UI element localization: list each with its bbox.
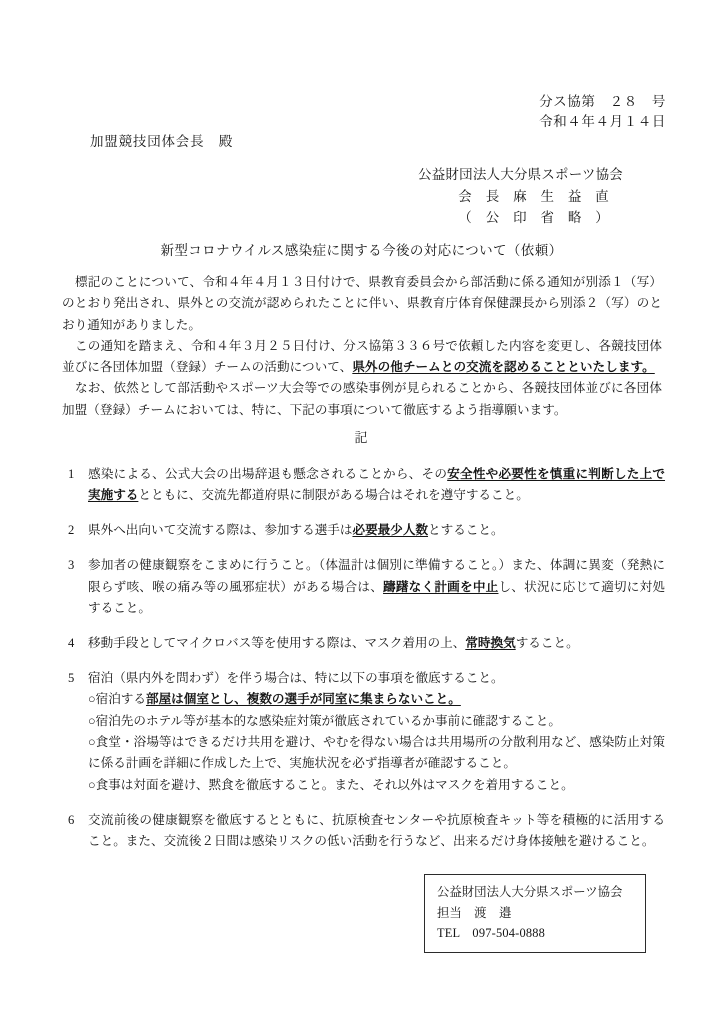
contact-info-box	[424, 874, 646, 953]
list-item	[62, 633, 665, 654]
list-item	[62, 555, 665, 619]
item-emphasis: 必要最少人数	[352, 523, 429, 538]
document-title: 新型コロナウイルス感染症に関する今後の対応について（依頼）	[160, 243, 563, 258]
item-text-after: すること。	[515, 635, 579, 650]
item-emphasis: 躊躇なく計画を中止	[383, 579, 499, 594]
list-item	[62, 668, 665, 796]
item-number: 6	[68, 812, 75, 827]
sub-list-item	[88, 689, 665, 710]
item-text-after: とともに、交流先都道府県に制限がある場合はそれを遵守すること。	[138, 488, 529, 503]
sub-list-item: ○食事は対面を避け、黙食を徹底すること。また、それ以外はマスクを着用すること。	[88, 777, 574, 792]
list-item	[62, 520, 665, 541]
list-item	[62, 810, 665, 853]
document-number: 分ス協第 ２８ 号	[539, 94, 666, 109]
sub-list-item: ○宿泊先のホテル等が基本的な感染症対策が徹底されているか事前に確認すること。	[88, 713, 561, 728]
item-text-before: 感染による、公式大会の出場辞退も懸念されることから、その	[88, 467, 448, 481]
item-text-before: 移動手段としてマイクロバス等を使用する際は、マスク着用の上、	[88, 635, 466, 650]
item-text-before: 県外へ出向いて交流する際は、参加する選手は	[88, 523, 353, 538]
contact-telephone: TEL 097-504-0888	[437, 926, 546, 940]
document-date: 令和４年４月１４日	[539, 114, 666, 129]
paragraph-3: なお、依然として部活動やスポーツ大会等での感染事例が見られることから、各競技団体並びに各団体加盟（登録）チームにおいては、特に、下記の事項について徹底するよう指導願います。	[62, 381, 662, 417]
item-number: 4	[68, 635, 75, 650]
list-item	[62, 464, 665, 507]
numbered-items-list	[62, 464, 665, 866]
item-text-after: し、状況に応じて適切に対処すること。	[88, 579, 666, 616]
sub-item-emphasis: 部屋は個室とし、複数の選手が同室に集まらないこと。	[145, 692, 461, 707]
paragraph-2-text: この通知を踏まえ、令和４年３月２５日付け、分ス協第３３６号で依頼した内容を変更し、各競技団体並びに各団体加盟（登録）チームの活動について、	[62, 338, 662, 375]
item-number: 1	[68, 467, 75, 481]
paragraph-2-emphasis: 県外の他チームとの交流を認めることといたします。	[352, 360, 655, 375]
paragraph-2	[62, 336, 662, 379]
sender-name: 会 長 麻 生 益 直	[458, 188, 609, 204]
addressee-line: 加盟競技団体会長 殿	[90, 134, 233, 149]
item-body	[88, 668, 665, 796]
document-header	[0, 92, 666, 132]
item-emphasis: 安全性や必要性を慎重に判断した上で実施する	[88, 467, 666, 503]
item-emphasis: 常時換気	[465, 635, 516, 650]
sender-organization: 公益財団法人大分県スポーツ協会	[418, 167, 623, 182]
body-paragraphs	[62, 272, 662, 421]
item-number: 5	[68, 670, 75, 685]
item-body	[88, 633, 665, 654]
paragraph-1: 標記のことについて、令和４年４月１３日付けで、県教育委員会から部活動に係る通知が別添１（写）のとおり発出され、県外との交流が認められたことに伴い、県教育庁体育保健課長から別添２（写）のとおり通知がありました。	[62, 275, 662, 332]
item-number: 2	[68, 523, 75, 538]
item-body	[88, 464, 665, 507]
contact-person: 担当 渡 邉	[437, 905, 512, 920]
kiji-marker: 記	[354, 430, 369, 445]
item-body: 交流前後の健康観察を徹底するとともに、抗原検査センターや抗原検査キット等を積極的に活用すること。また、交流後２日間は感染リスクの低い活動を行うなど、出来るだけ身体接触を避けること。	[88, 812, 665, 849]
contact-organization: 公益財団法人大分県スポーツ協会	[437, 885, 623, 899]
seal-omitted-note: （ 公 印 省 略 ）	[458, 210, 609, 225]
item-body	[88, 555, 665, 619]
sub-item-text: ○宿泊する	[88, 692, 146, 707]
item-body	[88, 520, 665, 541]
item-number: 3	[68, 558, 75, 573]
item-text-before: 宿泊（県内外を問わず）を伴う場合は、特に以下の事項を徹底すること。	[88, 670, 504, 685]
sender-block	[0, 164, 623, 229]
item-text-after: とすること。	[428, 523, 504, 538]
sub-list-item: ○食堂・浴場等はできるだけ共用を避け、やむを得ない場合は共用場所の分散利用など、感染防止対策に係る計画を詳細に作成した上で、実施状況を必ず指導者が確認すること。	[88, 735, 665, 771]
item-text-before: 参加者の健康観察をこまめに行うこと。（体温計は個別に準備すること。）また、体調に異変（発熱に限らず咳、喉の痛み等の風邪症状）がある場合は、	[88, 558, 665, 594]
